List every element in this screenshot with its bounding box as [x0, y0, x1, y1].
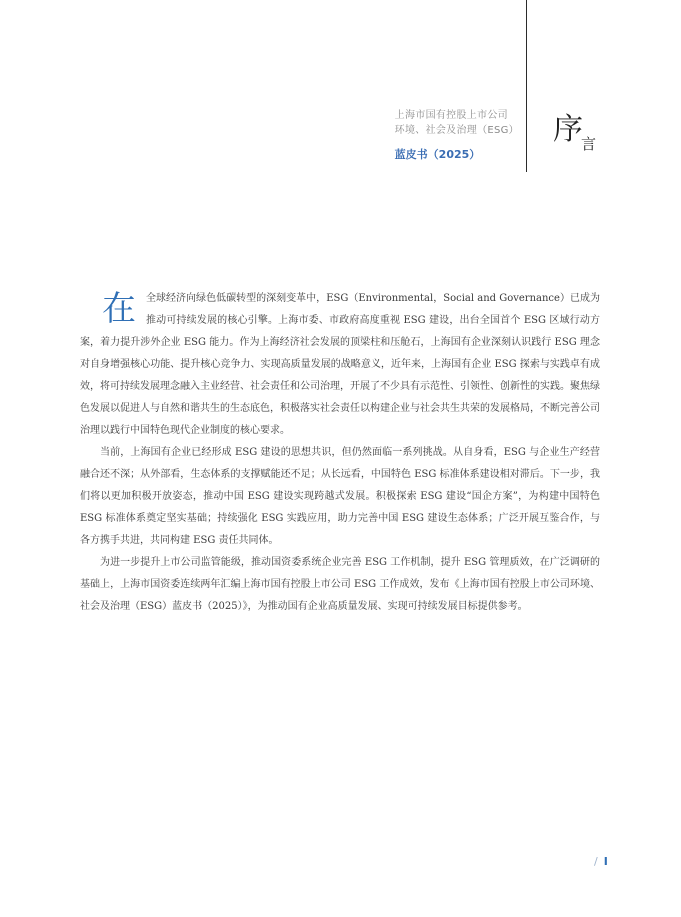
section-title: [553, 112, 598, 153]
org-name-line2: 环境、社会及治理（ESG）: [394, 125, 519, 136]
paragraph-3: 为进一步提升上市公司监管能级，推动国资委系统企业完善 ESG 工作机制，提升 ESG 管理质效，在广泛调研的基础上，上海市国资委连续两年汇编上海市国有控股上市公司 ESG 工作成效，发布《上海市国有控股上市公司环境、社会及治理（ESG）蓝皮书（2025）》，为推动国有企业高质量发展、实现可持续发展目标提供参考。: [80, 557, 600, 612]
drop-cap: 在: [102, 289, 136, 329]
section-title-main: 序: [553, 112, 583, 147]
section-title-sub: 言: [581, 135, 597, 153]
page-number: [594, 855, 608, 868]
paragraph-1-text: 全球经济向绿色低碳转型的深刻变革中，ESG（Environmental，Social and Governance）已成为推动可持续发展的核心引擎。上海市委、市政府高度重视 ESG 建设，出台全国首个 ESG 区域行动方案，着力提升涉外企业 ESG 能力。作为上海经济社会发展的顶梁柱和压舱石，上海国有企业深刻认识践行 ESG 理念对自身增强核心功能、提升核心竞争力、实现高质量发展的战略意义，近年来，上海国有企业 ESG 探索与实践卓有成效，将可持续发展理念融入主业经营、社会责任和公司治理，开展了不少具有示范性、引领性、创新性的实践。聚焦绿色发展以促进人与自然和谐共生的生态底色，积极落实社会责任以构建企业与社会共生共荣的发展格局，不断完善公司治理以践行中国特色现代企业制度的核心要求。: [80, 293, 600, 436]
report-header: [395, 108, 519, 162]
paragraph-1: [80, 288, 600, 442]
page-slash-mark: /: [594, 855, 598, 868]
preface-body: [80, 288, 600, 618]
org-name-line1: 上海市国有控股上市公司: [394, 110, 508, 121]
header-divider-line: [526, 0, 527, 172]
paragraph-2: 当前，上海国有企业已经形成 ESG 建设的思想共识，但仍然面临一系列挑战。从自身看，ESG 与企业生产经营融合还不深；从外部看，生态体系的支撑赋能还不足；从长远看，中国特色 ESG 标准体系建设相对滞后。下一步，我们将以更加积极开放姿态，推动中国 ESG 建设实现跨越式发展。积极探索 ESG 建设“国企方案”，为构建中国特色 ESG 标准体系奠定坚实基础；持续强化 ESG 实践应用，助力完善中国 ESG 建设生态体系；广泛开展互鉴合作，与各方携手共进，共同构建 ESG 责任共同体。: [80, 447, 600, 546]
edition-label: 蓝皮书（2025）: [394, 148, 481, 161]
page-number-value: I: [603, 855, 608, 868]
